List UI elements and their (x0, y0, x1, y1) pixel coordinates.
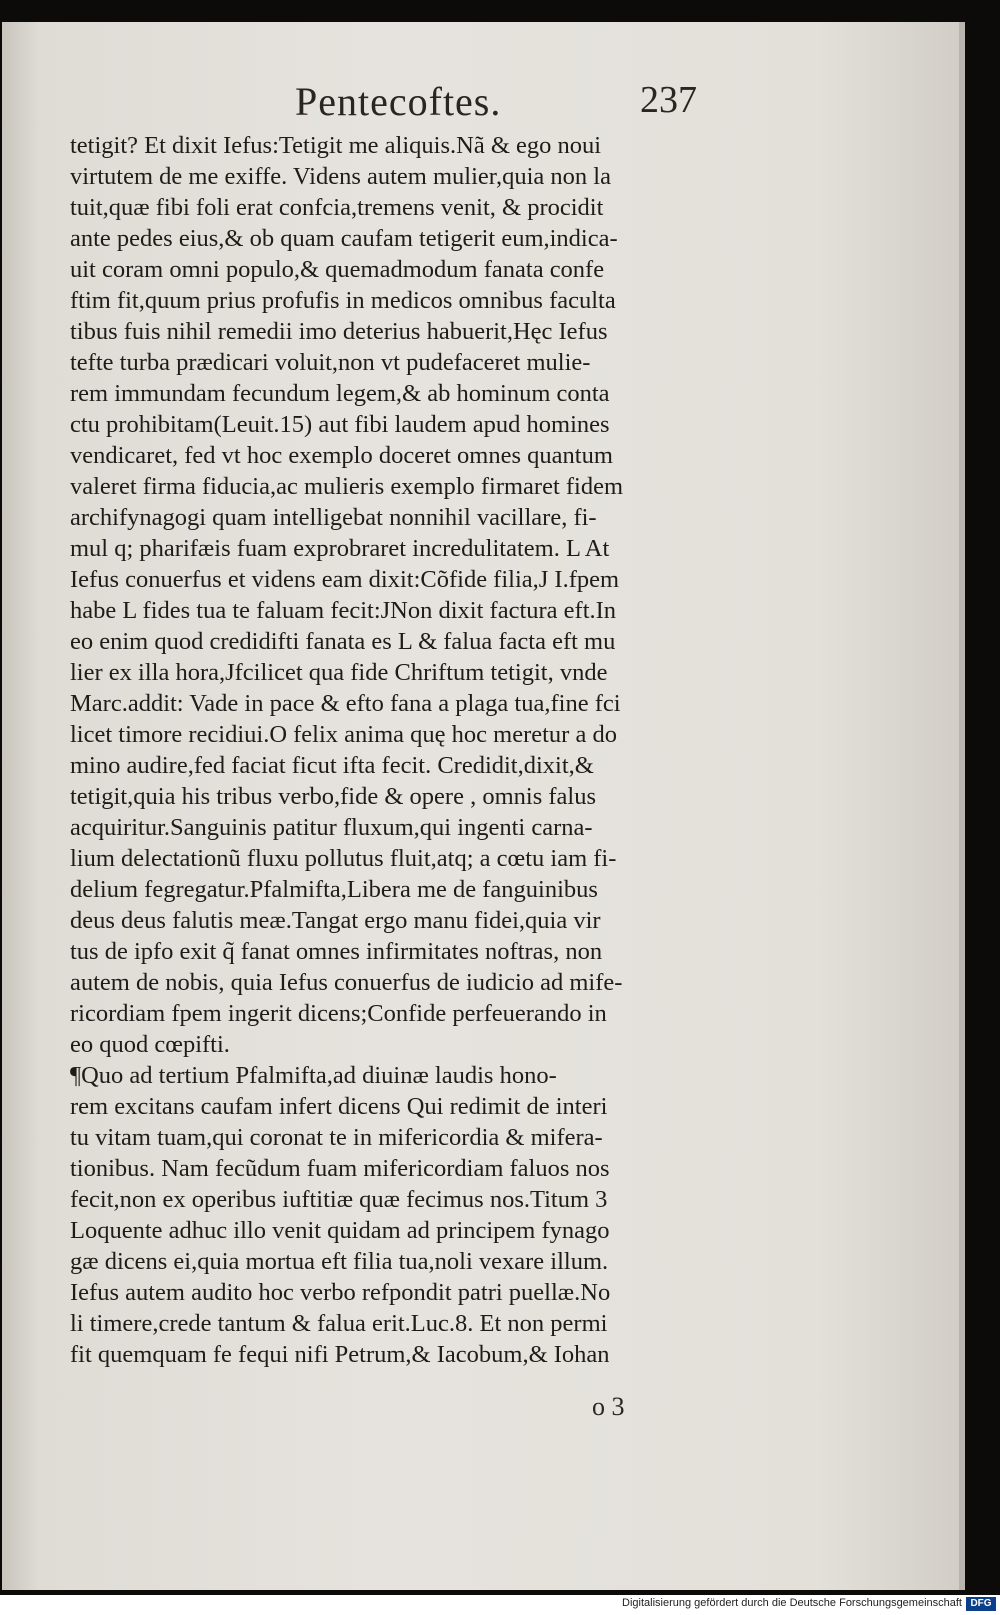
text-line: gæ dicens ei,quia mortua eft filia tua,noli vexare illum. (70, 1248, 609, 1275)
text-line: lium delectationũ fluxu pollutus fluit,atq; a cœtu iam fi- (70, 845, 617, 872)
text-line: autem de nobis, quia Iefus conuerfus de iudicio ad mife- (70, 969, 623, 996)
text-line: rem immundam fecundum legem,& ab hominum conta (70, 380, 610, 407)
text-line: tu vitam tuam,qui coronat te in mifericordia & mifera- (70, 1124, 603, 1151)
text-line: rem excitans caufam infert dicens Qui redimit de interi (70, 1093, 608, 1120)
signature-mark: o 3 (592, 1392, 625, 1421)
dfg-logo: DFG (966, 1597, 996, 1611)
text-line: mino audire,fed faciat ficut ifta fecit. Credidit,dixit,& (70, 752, 594, 779)
text-line: vendicaret, fed vt hoc exemplo doceret omnes quantum (70, 442, 613, 469)
text-line: eo quod cœpifti. (70, 1031, 230, 1058)
text-line: tuit,quæ fibi foli erat confcia,tremens venit, & procidit (70, 194, 604, 221)
text-line: Iefus conuerfus et videns eam dixit:Cõfide filia,J I.fpem (70, 566, 620, 593)
text-line: deus deus falutis meæ.Tangat ergo manu fidei,quia vir (70, 907, 601, 934)
text-line: tetigit? Et dixit Iefus:Tetigit me aliquis.Nã & ego noui (70, 132, 602, 159)
text-line: tionibus. Nam fecũdum fuam mifericordiam faluos nos (70, 1155, 610, 1182)
signature-line (2, 1392, 965, 1426)
text-line: archifynagogi quam intelligebat nonnihil vacillare, fi- (70, 504, 597, 531)
text-line: tibus fuis nihil remedii imo deterius habuerit,Hęc Iefus (70, 318, 608, 345)
text-line: fit quemquam fe fequi nifi Petrum,& Iacobum,& Iohan (70, 1341, 610, 1368)
text-line: habe L fides tua te faluam fecit:JNon dixit factura eft.In (70, 597, 617, 624)
text-line: mul q; pharifæis fuam exprobraret incredulitatem. L At (70, 535, 610, 562)
text-line: ante pedes eius,& ob quam caufam tetigerit eum,indica- (70, 225, 618, 252)
running-head-title: Pentecoftes. (295, 79, 502, 124)
book-page (2, 22, 965, 1590)
text-line: uit coram omni populo,& quemadmodum fanata confe (70, 256, 605, 283)
text-line: Marc.addit: Vade in pace & efto fana a plaga tua,fine fci (70, 690, 621, 717)
running-head (2, 78, 965, 128)
text-line: ftim fit,quum prius profufis in medicos omnibus faculta (70, 287, 616, 314)
text-line: licet timore recidiui.O felix anima quę hoc meretur a do (70, 721, 617, 748)
body-text (70, 130, 770, 1370)
text-line: ¶Quo ad tertium Pfalmifta,ad diuinæ laudis hono- (70, 1062, 557, 1089)
text-line: Loquente adhuc illo venit quidam ad principem fynago (70, 1217, 610, 1244)
text-line: tetigit,quia his tribus verbo,fide & opere , omnis falus (70, 783, 596, 810)
text-line: ricordiam fpem ingerit dicens;Confide perfeuerando in (70, 1000, 607, 1027)
text-line: ctu prohibitam(Leuit.15) aut fibi laudem apud homines (70, 411, 610, 438)
text-line: Iefus autem audito hoc verbo refpondit patri puellæ.No (70, 1279, 611, 1306)
text-line: tefte turba prædicari voluit,non vt pudefaceret mulie- (70, 349, 591, 376)
text-line: li timere,crede tantum & falua erit.Luc.8. Et non permi (70, 1310, 608, 1337)
page-number: 237 (640, 79, 697, 121)
funding-credit: Digitalisierung gefördert durch die Deutsche Forschungsgemeinschaft (622, 1597, 962, 1609)
text-line: fecit,non ex operibus iuftitiæ quæ fecimus nos.Titum 3 (70, 1186, 608, 1213)
text-line: valeret firma fiducia,ac mulieris exemplo firmaret fidem (70, 473, 624, 500)
text-line: tus de ipfo exit q̃ fanat omnes infirmitates noftras, non (70, 938, 603, 965)
text-line: delium fegregatur.Pfalmifta,Libera me de fanguinibus (70, 876, 598, 903)
digitization-footer (0, 1595, 1000, 1615)
text-line: acquiritur.Sanguinis patitur fluxum,qui ingenti carna- (70, 814, 593, 841)
text-line: lier ex illa hora,Jfcilicet qua fide Chriftum tetigit, vnde (70, 659, 608, 686)
text-line: virtutem de me exiffe. Videns autem mulier,quia non la (70, 163, 611, 190)
text-line: eo enim quod credidifti fanata es L & falua facta eft mu (70, 628, 616, 655)
